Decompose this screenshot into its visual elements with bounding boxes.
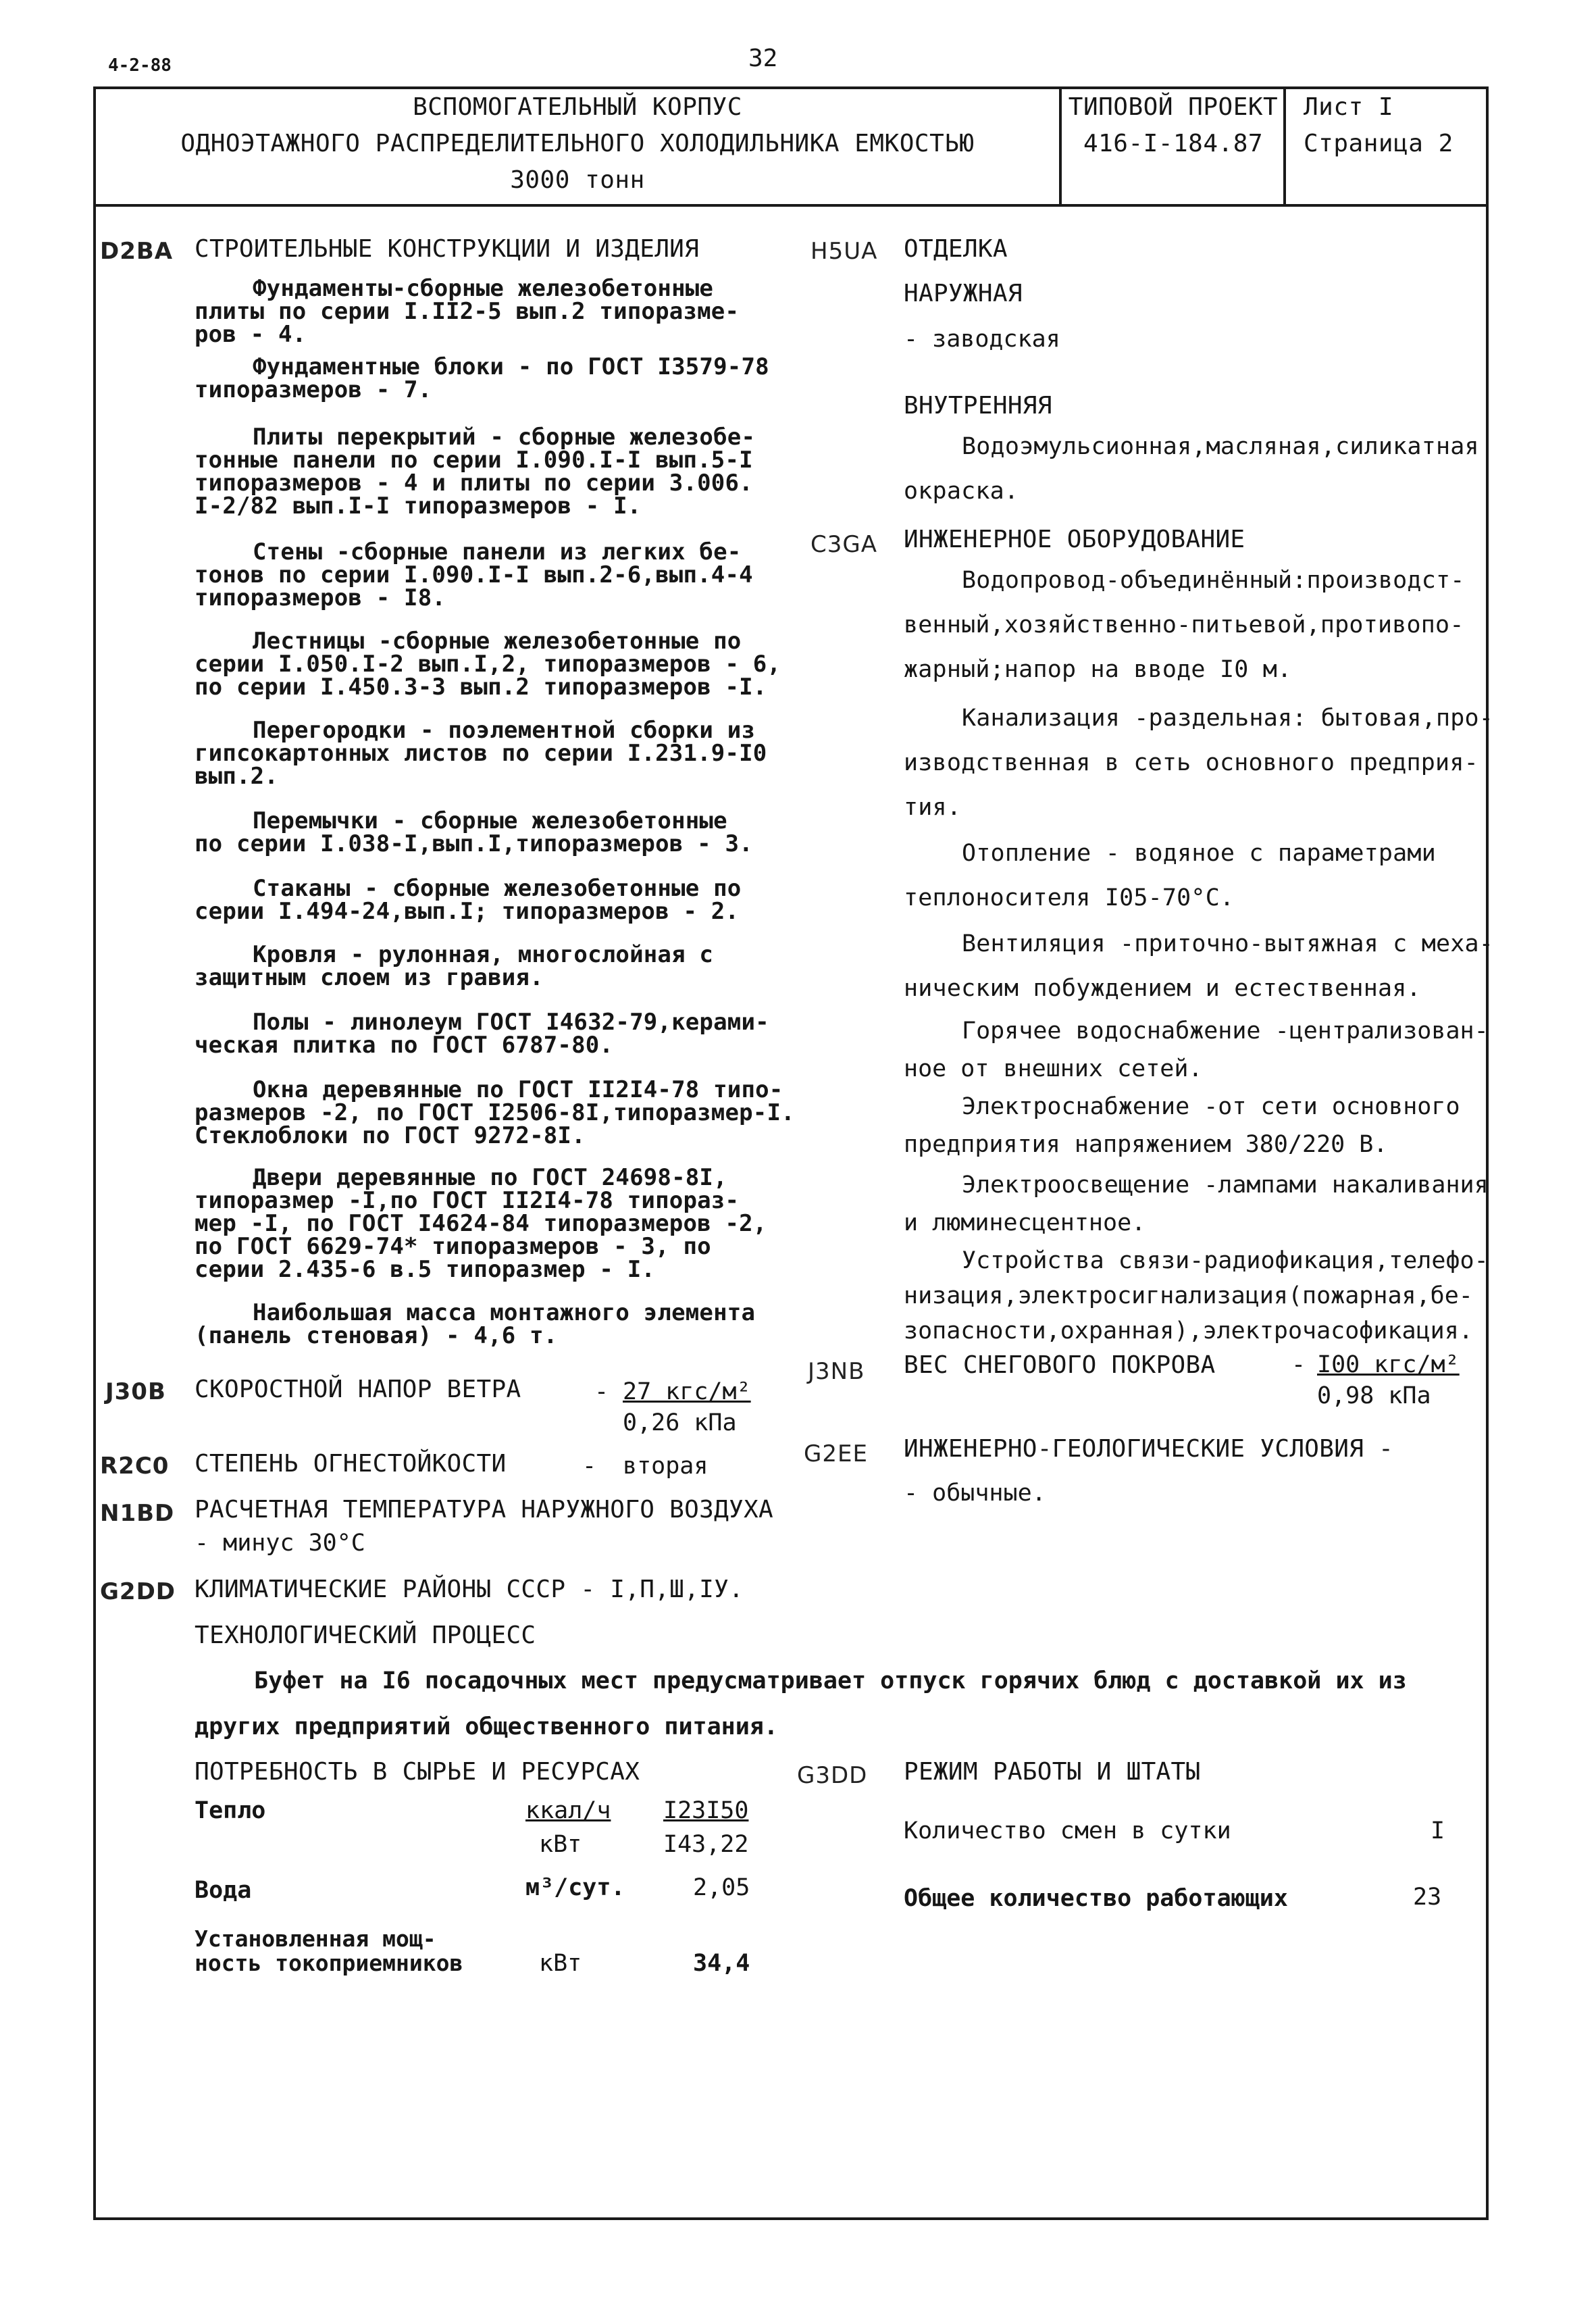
- wind-label: СКОРОСТНОЙ НАПОР ВЕТРА: [195, 1376, 521, 1403]
- paragraph: [904, 922, 1493, 1011]
- text-line: I-2/82 вып.I-I типоразмеров - I.: [195, 493, 642, 520]
- resource-unit: м³/сут.: [525, 1874, 625, 1901]
- wind-value: 27 кгс/м²: [623, 1378, 751, 1405]
- text-line: Плиты перекрытий - сборные железобе-: [253, 424, 756, 451]
- process-heading: ТЕХНОЛОГИЧЕСКИЙ ПРОЦЕСС: [195, 1621, 536, 1649]
- geology-value: - обычные.: [904, 1480, 1046, 1507]
- text-line: жарный;напор на вводе I0 м.: [904, 656, 1292, 683]
- document-code: 4-2-88: [108, 55, 172, 76]
- section-code: D2BA: [100, 238, 174, 265]
- text-line: серии 2.435-6 в.5 типоразмер - I.: [195, 1256, 656, 1283]
- text-line: гипсокартонных листов по серии I.231.9-I0: [195, 740, 767, 767]
- process-text: других предприятий общественного питания.: [195, 1713, 778, 1740]
- paragraph: [904, 696, 1493, 830]
- section-code: C3GA: [810, 531, 877, 558]
- paragraph: [195, 1011, 769, 1057]
- text-line: типоразмеров - 7.: [195, 376, 432, 403]
- text-line: Фундаментные блоки - по ГОСТ I3579-78: [253, 353, 769, 380]
- resources-table: [195, 1797, 762, 2000]
- engineering-heading: ИНЖЕНЕРНОЕ ОБОРУДОВАНИЕ: [904, 526, 1245, 553]
- resource-value: 34,4: [693, 1950, 750, 1977]
- text-line: по ГОСТ 6629-74* типоразмеров - 3, по: [195, 1233, 711, 1260]
- header-column-divider: [1283, 86, 1286, 205]
- text-line: ческая плитка по ГОСТ 6787-80.: [195, 1032, 614, 1059]
- title-block: [96, 93, 1059, 203]
- text-line: размеров -2, по ГОСТ I2506-8I,типоразмер-I.: [195, 1099, 795, 1126]
- text-line: Горячее водоснабжение -централизован-: [962, 1017, 1489, 1045]
- section-code: J3NB: [808, 1358, 865, 1385]
- resource-unit: кВт: [539, 1950, 582, 1977]
- fire-label: СТЕПЕНЬ ОГНЕСТОЙКОСТИ: [195, 1450, 507, 1478]
- section-heading: СТРОИТЕЛЬНЫЕ КОНСТРУКЦИИ И ИЗДЕЛИЯ: [195, 235, 700, 263]
- staff-heading: РЕЖИМ РАБОТЫ И ШТАТЫ: [904, 1758, 1201, 1786]
- resources-heading: ПОТРЕБНОСТЬ В СЫРЬЕ И РЕСУРСАХ: [195, 1758, 640, 1786]
- section-code: R2C0: [100, 1453, 170, 1480]
- text-line: предприятия напряжением 380/220 В.: [904, 1131, 1388, 1158]
- section-code: N1BD: [100, 1500, 175, 1527]
- text-line: Полы - линолеум ГОСТ I4632-79,керами-: [253, 1009, 769, 1036]
- text-line: Электроснабжение -от сети основного: [962, 1093, 1460, 1120]
- header-column-divider: [1059, 86, 1062, 205]
- text-line: ров - 4.: [195, 321, 307, 348]
- text-line: типоразмер -I,по ГОСТ II2I4-78 типораз-: [195, 1187, 740, 1214]
- resource-value: 2,05: [693, 1874, 750, 1901]
- section-code: H5UA: [810, 238, 878, 265]
- paragraph: [904, 1088, 1460, 1163]
- text-line: ное от внешних сетей.: [904, 1055, 1203, 1082]
- project-block: [1063, 93, 1283, 166]
- text-line: Вентиляция -приточно-вытяжная с меха-: [962, 930, 1494, 957]
- section-code: G2DD: [100, 1578, 176, 1605]
- text-line: зопасности,охранная),электрочасофикация.: [904, 1317, 1473, 1344]
- text-line: по серии I.450.3-3 вып.2 типоразмеров -I.: [195, 674, 767, 701]
- title-line: 3000 тонн: [510, 166, 645, 194]
- paragraph: [904, 1166, 1489, 1242]
- page-number: 32: [748, 45, 778, 72]
- staff-row-value: I: [1431, 1817, 1445, 1844]
- resource-unit: кВт: [539, 1831, 582, 1858]
- text-line: Фундаменты-сборные железобетонные: [253, 275, 714, 302]
- geology-label: ИНЖЕНЕРНО-ГЕОЛОГИЧЕСКИЕ УСЛОВИЯ -: [904, 1435, 1394, 1463]
- finish-outer-label: НАРУЖНАЯ: [904, 280, 1023, 307]
- header-divider: [93, 204, 1489, 207]
- text-line: теплоносителя I05-70°С.: [904, 884, 1235, 911]
- text-line: тия.: [904, 794, 962, 821]
- text-line: венный,хозяйственно-питьевой,противопо-: [904, 611, 1464, 638]
- text-line: по серии I.038-I,вып.I,типоразмеров - 3.: [195, 830, 753, 857]
- snow-value-kpa: 0,98 кПа: [1317, 1382, 1431, 1409]
- text-line: ническим побуждением и естественная.: [904, 975, 1421, 1002]
- text-line: низация,электросигнализация(пожарная,бе-: [904, 1282, 1473, 1309]
- staff-row-value: 23: [1413, 1884, 1442, 1911]
- paragraph: [195, 719, 767, 788]
- paragraph: [195, 809, 753, 855]
- text-line: тонов по серии I.090.I-I вып.2-6,вып.4-4: [195, 561, 753, 588]
- text-line: Двери деревянные по ГОСТ 24698-8I,: [253, 1164, 727, 1191]
- project-number: 416-I-184.87: [1083, 130, 1264, 157]
- snow-value: I00 кгс/м²: [1317, 1351, 1460, 1378]
- staff-row-label: Общее количество работающих: [904, 1885, 1288, 1912]
- text-line: Водопровод-объединённый:производст-: [962, 567, 1465, 594]
- text-line: Стаканы - сборные железобетонные по: [253, 875, 742, 902]
- text-line: Электроосвещение -лампами накаливания: [962, 1172, 1489, 1199]
- finish-heading: ОТДЕЛКА: [904, 235, 1008, 263]
- dash: -: [594, 1378, 609, 1405]
- section-code: G2EE: [804, 1440, 868, 1467]
- temp-label: РАСЧЕТНАЯ ТЕМПЕРАТУРА НАРУЖНОГО ВОЗДУХА: [195, 1496, 773, 1524]
- paragraph: [195, 943, 713, 989]
- text-line: Кровля - рулонная, многослойная с: [253, 941, 714, 968]
- text-line: Окна деревянные по ГОСТ II2I4-78 типо-: [253, 1076, 783, 1103]
- text-line: Перемычки - сборные железобетонные: [253, 807, 727, 834]
- text-line: типоразмеров - 4 и плиты по серии 3.006.: [195, 470, 753, 497]
- process-text: Буфет на I6 посадочных мест предусматривает отпуск горячих блюд с доставкой их из: [254, 1667, 1407, 1694]
- paragraph: [195, 1301, 755, 1347]
- paragraph: [195, 1078, 795, 1147]
- text-line: Водоэмульсионная,масляная,силикатная: [962, 433, 1479, 460]
- title-line: ВСПОМОГАТЕЛЬНЫЙ КОРПУС: [413, 93, 742, 121]
- dash: -: [582, 1453, 597, 1480]
- text-line: Отопление - водяное с параметрами: [962, 840, 1436, 867]
- paragraph: [904, 831, 1436, 920]
- text-line: тонные панели по серии I.090.I-I вып.5-I: [195, 447, 753, 474]
- text-line: Устройства связи-радиофикация,телефо-: [962, 1247, 1489, 1274]
- text-line: изводственная в сеть основного предприя-: [904, 749, 1478, 776]
- text-line: типоразмеров - I8.: [195, 584, 446, 611]
- text-line: вып.2.: [195, 763, 279, 790]
- project-label: ТИПОВОЙ ПРОЕКТ: [1068, 93, 1279, 121]
- text-line: плиты по серии I.II2-5 вып.2 типоразме-: [195, 298, 740, 325]
- text-line: Стеклоблоки по ГОСТ 9272-8I.: [195, 1122, 586, 1149]
- paragraph: [195, 540, 753, 609]
- paragraph: [195, 630, 781, 699]
- resource-value: I23I50: [663, 1797, 749, 1824]
- staff-row-label: Количество смен в сутки: [904, 1817, 1231, 1844]
- text-line: серии I.050.I-2 вып.I,2, типоразмеров - 6,: [195, 651, 781, 678]
- page-label: Страница 2: [1304, 130, 1453, 157]
- finish-outer-value: - заводская: [904, 326, 1060, 353]
- wind-value-kpa: 0,26 кПа: [623, 1409, 737, 1436]
- paragraph: [195, 277, 739, 346]
- climate-label: КЛИМАТИЧЕСКИЕ РАЙОНЫ СССР - I,П,Ш,IУ.: [195, 1576, 744, 1603]
- paragraph: [195, 355, 769, 401]
- paragraph: [195, 877, 741, 923]
- section-code: G3DD: [797, 1762, 868, 1789]
- text-line: Канализация -раздельная: бытовая,про-: [962, 705, 1494, 732]
- resource-name: Тепло: [195, 1797, 266, 1824]
- finish-inner-label: ВНУТРЕННЯЯ: [904, 392, 1052, 420]
- dash: -: [1291, 1351, 1306, 1378]
- finish-inner-text: [904, 424, 1479, 513]
- text-line: Стены -сборные панели из легких бе-: [253, 538, 742, 565]
- section-code: J30B: [105, 1378, 166, 1405]
- paragraph: [904, 1243, 1489, 1349]
- resource-name: ность токоприемников: [195, 1950, 463, 1976]
- text-line: (панель стеновая) - 4,6 т.: [195, 1322, 558, 1349]
- paragraph: [195, 426, 755, 518]
- text-line: защитным слоем из гравия.: [195, 964, 544, 991]
- text-line: мер -I, по ГОСТ I4624-84 типоразмеров -2,: [195, 1210, 767, 1237]
- resource-unit: ккал/ч: [525, 1797, 611, 1824]
- text-line: серии I.494-24,вып.I; типоразмеров - 2.: [195, 898, 740, 925]
- text-line: Лестницы -сборные железобетонные по: [253, 628, 742, 655]
- text-line: Перегородки - поэлементной сборки из: [253, 717, 756, 744]
- snow-label: ВЕС СНЕГОВОГО ПОКРОВА: [904, 1351, 1216, 1379]
- text-line: окраска.: [904, 478, 1019, 505]
- paragraph: [195, 1166, 767, 1281]
- resource-name: Установленная мощ-: [195, 1926, 436, 1952]
- paragraph: [904, 1012, 1489, 1088]
- text-line: и люминесцентное.: [904, 1209, 1146, 1236]
- sheet-label: Лист I: [1304, 93, 1394, 121]
- text-line: Наибольшая масса монтажного элемента: [253, 1299, 756, 1326]
- resource-value: I43,22: [663, 1831, 749, 1858]
- paragraph: [904, 558, 1465, 692]
- title-line: ОДНОЭТАЖНОГО РАСПРЕДЕЛИТЕЛЬНОГО ХОЛОДИЛЬНИКА ЕМКОСТЬЮ: [180, 130, 975, 157]
- fire-value: вторая: [623, 1453, 709, 1480]
- resource-name: Вода: [195, 1877, 252, 1904]
- temp-value: - минус 30°С: [195, 1530, 365, 1557]
- sheet-block: [1304, 93, 1453, 166]
